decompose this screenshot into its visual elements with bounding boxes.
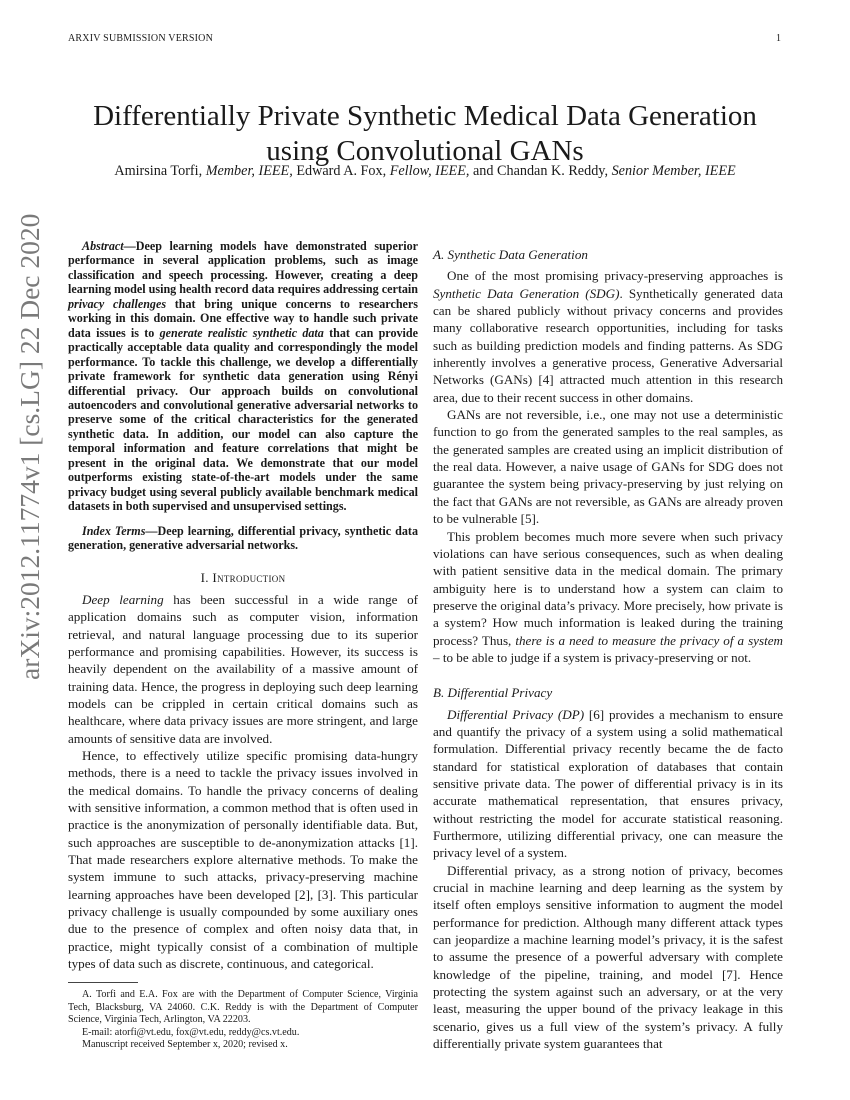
sec-b-paragraph-1 (433, 706, 783, 862)
sec-b-emphasis: Differential Privacy (DP) (447, 706, 585, 722)
author-line (40, 163, 810, 180)
section-heading-introduction: I. Introduction (200, 569, 286, 585)
abstract-label: Abstract (82, 239, 124, 253)
sec-b-text: [6] provides a mechanism to ensure and quantify the privacy of a system using a solid mathematical formulation. Differential privacy recently became the de facto standard for statistical exploration of databases that contain sensitive private data. The power of differential privacy is in its accurate mathematical representation, that ensures privacy, without restricting the model for accurate statistical reasoning. Furthermore, utilizing differential privacy, one can measure the privacy level of a system. (433, 706, 784, 861)
author-name: Edward A. Fox, (292, 163, 390, 179)
running-head: ARXIV SUBMISSION VERSION (68, 33, 214, 44)
footnote-divider (68, 982, 138, 983)
footnote-manuscript: Manuscript received September x, 2020; revised x. (82, 1039, 288, 1051)
index-terms (68, 524, 418, 553)
footnote-email: E-mail: atorfi@vt.edu, fox@vt.edu, reddy@cs.vt.edu. (82, 1026, 300, 1038)
author-role: Member, IEEE, (205, 163, 293, 179)
intro-text: has been successful in a wide range of application domains such as computer vision, information retrieval, and natural language processing due to its superior performance and promising capabilities. However, its success is heavily dependent on the availability of a massive amount of training data. Hence, the progress in deploying such deep learning models can be crippled in certain critical domains such as healthcare, where data privacy issues are more stringent, and large amounts of sensitive data are involved. (68, 591, 418, 746)
abstract-text: that bring unique concerns to researchers working in this domain. One effective way to handle such private data issues is to (68, 296, 418, 340)
right-column (433, 246, 783, 1052)
sec-a-text: One of the most promising privacy-preserving approaches is (447, 268, 783, 284)
subsection-heading-synthetic-data: A. Synthetic Data Generation (433, 247, 588, 262)
author-name: Amirsina Torfi, (114, 163, 206, 179)
sec-a-text: This problem becomes much more severe when such privacy violations can have serious consequences, such as when dealing with patient sensitive data in the medical domain. The primary ambiguity here is to understand how a system can claim to preserve the original data’s privacy. More precisely, how private is a system? How much information is leaked during the training process? Thus, (433, 528, 783, 648)
abstract (68, 239, 418, 514)
arxiv-stamp: arXiv:2012.11774v1 [cs.LG] 22 Dec 2020 (14, 213, 45, 680)
page-number: 1 (776, 33, 781, 44)
abstract-text: —Deep learning models have demonstrated superior performance in several application problems, such as image classification and speech processing. However, creating a deep learning model using health record data requires addressing certain (68, 239, 418, 297)
sec-a-emphasis: there is a need to measure the privacy of a system (515, 632, 783, 648)
footnote-affiliation: A. Torfi and E.A. Fox are with the Department of Computer Science, Virginia Tech, Blacksburg, VA 24060. C.K. Reddy is with the Department of Computer Science, Virginia Tech, Arlington, VA 22203. (68, 989, 418, 1026)
sec-a-text: . Synthetically generated data can be shared publicly without privacy concerns and provides many collaborative research opportunities, including for tasks such as building prediction models and finding patterns. As SDG inherently involves a generative process, Generative Adversarial Networks (GANs) [4] attracted much attention in this research area, due to their recent success in other domains. (433, 285, 783, 405)
sec-a-paragraph-1 (433, 267, 783, 406)
author-role: Senior Member, IEEE (611, 163, 736, 179)
index-terms-text: —Deep learning, differential privacy, synthetic data generation, generative adversarial networks. (68, 523, 418, 553)
intro-paragraph-2: Hence, to effectively utilize specific promising data-hungry methods, there is a need to tackle the privacy issues involved in the medical domains. To handle the privacy concerns of dealing with sensitive information, a common method that is often used in practice is the anonymization of personally identifiable data. But, such approaches are susceptible to de-anonymization attacks [1]. That made researchers explore alternative methods. To make the system immune to such attacks, privacy-preserving machine learning approaches have been developed [2], [3]. This particular privacy challenge is usually compounded by some auxiliary ones due to the presence of complex and often noisy data that, in practice, might typically consist of a combination of multiple types of data such as discrete, continuous, and categorical. (68, 747, 418, 972)
abstract-emphasis: generate realistic synthetic data (159, 325, 324, 340)
author-role: Fellow, IEEE, (389, 163, 470, 179)
abstract-emphasis: privacy challenges (68, 296, 167, 311)
sec-b-paragraph-2: Differential privacy, as a strong notion of privacy, becomes crucial in machine learning and deep learning as the system by itself often employs sensitive information to augment the model performance for prediction. Although many different attack types can jeopardize a machine learning model’s privacy, it is the safest to assume the presence of a powerful adversary with complete knowledge of the pipeline, training, and model [7]. Hence protecting the system against such an adversary, or at the very least, measuring the upper bound of the privacy leakage in this scenario, gives us a full view of the system’s privacy. A fully differentially private system guarantees that (433, 862, 783, 1052)
paper-title: Differentially Private Synthetic Medical Data Generation using Convolutional GANs (93, 100, 757, 168)
sec-a-paragraph-3 (433, 528, 783, 667)
abstract-text: that can provide practically acceptable data quality and correspondingly the model performance. To tackle this challenge, we develop a differentially private framework for synthetic data generation using Rényi differential privacy. Our approach builds on convolutional autoencoders and convolutional generative adversarial networks to preserve some of the critical characteristics for the generated synthetic data. In addition, our model can also capture the temporal information and feature correlations that might be present in the original data. We demonstrate that our model outperforms existing state-of-the-art models under the same privacy budget using several publicly available benchmark medical datasets in both supervised and unsupervised settings. (68, 325, 419, 514)
sec-a-text: – to be able to judge if a system is privacy-preserving or not. (433, 649, 752, 665)
left-column (68, 239, 418, 1051)
subsection-heading-differential-privacy: B. Differential Privacy (433, 685, 553, 701)
sec-a-emphasis: Synthetic Data Generation (SDG) (433, 285, 620, 301)
author-name: and Chandan K. Reddy, (469, 163, 612, 179)
intro-emphasis: Deep learning (82, 591, 164, 607)
sec-a-paragraph-2: GANs are not reversible, i.e., one may not use a deterministic function to go from the generated samples to the real samples, as the generated samples are created using an implicit distribution of the real data. However, a naive usage of GANs for SDG does not guarantee the system being privacy-preserving by just relying on the fact that GANs are not reversible, as GANs are already proven to be vulnerable [5]. (433, 407, 783, 527)
intro-paragraph-1 (68, 591, 418, 747)
index-terms-label: Index Terms (82, 523, 146, 538)
